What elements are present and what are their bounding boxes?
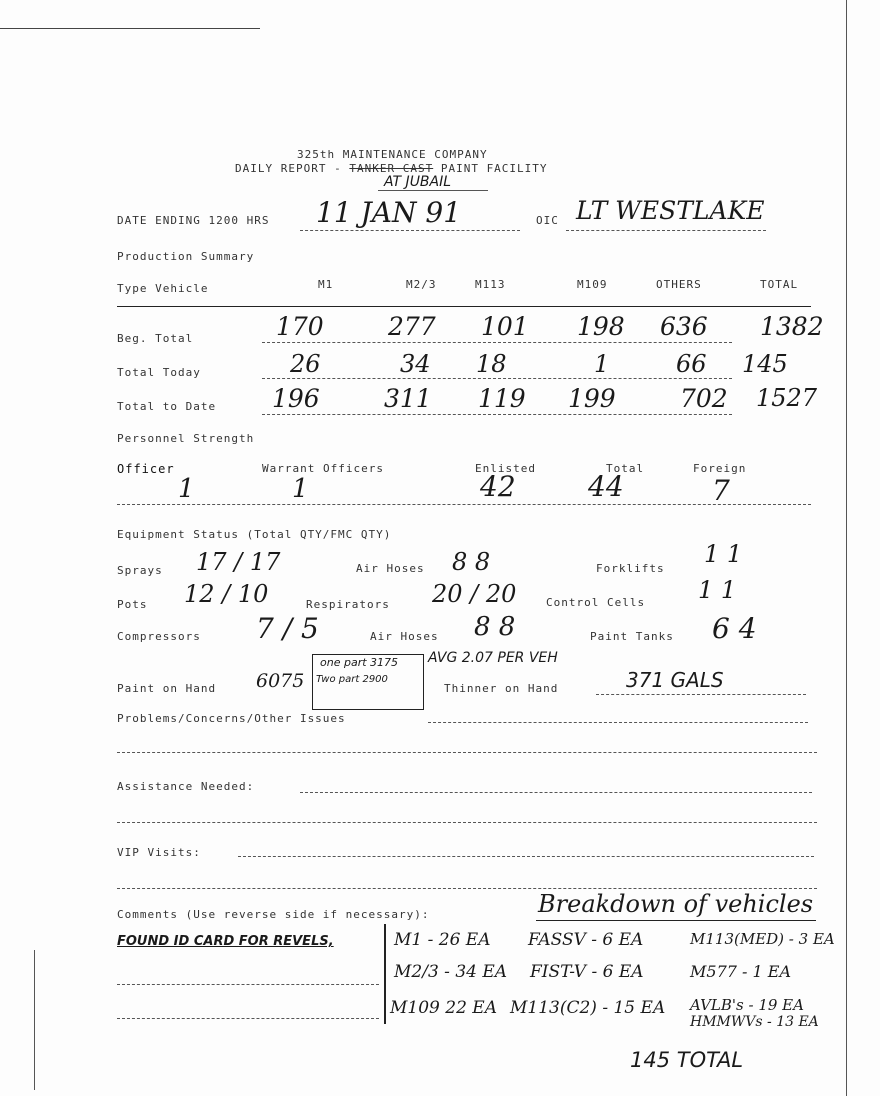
col-others: OTHERS — [656, 278, 702, 291]
equipment-section-label: Equipment Status (Total QTY/FMC QTY) — [117, 528, 392, 541]
equip-compressors-value: 7 / 5 — [256, 612, 319, 645]
row-total-to-date-label: Total to Date — [117, 400, 217, 413]
assistance-line-2 — [117, 822, 817, 823]
equip-pots-value: 12 / 10 — [184, 580, 269, 608]
today-m109: 1 — [594, 350, 610, 378]
beg-total-others: 636 — [660, 312, 708, 341]
assistance-label: Assistance Needed: — [117, 780, 255, 793]
equip-paint-tanks-label: Paint Tanks — [590, 630, 674, 643]
personnel-col-enlisted: Enlisted — [475, 462, 536, 475]
today-m113: 18 — [476, 350, 507, 378]
personnel-col-foreign: Foreign — [693, 462, 747, 475]
breakdown-r3-c3: AVLB's - 19 EA — [690, 996, 804, 1014]
beg-total-m109: 198 — [577, 312, 625, 341]
comments-total: 145 TOTAL — [630, 1048, 744, 1072]
oic-label: OIC — [536, 214, 559, 227]
today-m1: 26 — [290, 350, 321, 378]
breakdown-r2-c2: FIST-V - 6 EA — [530, 962, 644, 982]
equip-respirators-label: Respirators — [306, 598, 390, 611]
to-date-total: 1527 — [756, 384, 818, 412]
to-date-others: 702 — [680, 384, 728, 413]
today-m23: 34 — [400, 350, 431, 378]
personnel-officer-value: 1 — [178, 474, 195, 504]
beg-total-m113: 101 — [481, 312, 529, 341]
breakdown-extra: HMMWVs - 13 EA — [690, 1014, 819, 1030]
problems-label: Problems/Concerns/Other Issues — [117, 712, 346, 725]
report-title-prefix: DAILY REPORT - — [235, 162, 342, 175]
equip-air-hoses-value: 8 8 — [452, 548, 491, 576]
beg-total-total: 1382 — [760, 312, 824, 341]
comments-title-underline — [536, 920, 816, 921]
problems-line-2 — [117, 752, 817, 753]
vip-label: VIP Visits: — [117, 846, 201, 859]
thinner-underline — [596, 694, 806, 695]
equip-air-hoses-2-value: 8 8 — [474, 612, 516, 642]
comments-left-line-2 — [117, 1018, 379, 1019]
right-margin-line — [846, 0, 847, 1096]
personnel-total-value: 44 — [588, 470, 624, 503]
production-section-label: Production Summary — [117, 250, 255, 263]
equip-compressors-label: Compressors — [117, 630, 201, 643]
to-date-underline — [262, 414, 732, 415]
location-handwritten: AT JUBAIL — [384, 174, 452, 190]
problems-line-1 — [428, 722, 808, 723]
paint-value: 6075 — [256, 670, 305, 692]
oic-underline — [566, 230, 766, 231]
personnel-section-label: Personnel Strength — [117, 432, 255, 445]
assistance-line-1 — [300, 792, 812, 793]
left-margin-line — [34, 950, 35, 1090]
col-m1: M1 — [318, 278, 334, 291]
col-total: TOTAL — [760, 278, 799, 291]
breakdown-r3-c1: M109 22 EA — [390, 998, 497, 1018]
personnel-col-warrant: Warrant Officers — [262, 462, 384, 475]
paint-box-line2: Two part 2900 — [316, 674, 388, 685]
vip-line-2 — [117, 888, 817, 889]
date-underline — [300, 230, 520, 231]
thinner-label: Thinner on Hand — [444, 682, 559, 695]
vip-line-1 — [238, 856, 814, 857]
report-title-struck: TANKER CAST — [349, 162, 434, 175]
personnel-warrant-value: 1 — [292, 474, 309, 504]
paint-avg: AVG 2.07 PER VEH — [428, 650, 558, 666]
comments-left-line-1 — [117, 984, 379, 985]
personnel-col-officer: Officer — [117, 462, 175, 476]
breakdown-r1-c2: FASSV - 6 EA — [528, 930, 644, 950]
thinner-value: 371 GALS — [626, 668, 724, 692]
to-date-m23: 311 — [384, 384, 432, 413]
row-beg-total-label: Beg. Total — [117, 332, 194, 345]
col-m113: M113 — [475, 278, 506, 291]
beg-total-m23: 277 — [388, 312, 436, 341]
to-date-m113: 119 — [478, 384, 526, 413]
to-date-m1: 196 — [272, 384, 320, 413]
comments-label: Comments (Use reverse side if necessary): — [117, 908, 430, 921]
equip-forklifts-label: Forklifts — [596, 562, 665, 575]
equip-air-hoses-2-label: Air Hoses — [370, 630, 439, 643]
comments-left-note: FOUND ID CARD FOR REVELS, — [117, 934, 334, 949]
equip-paint-tanks-value: 6 4 — [712, 612, 757, 645]
equip-forklifts-value: 1 1 — [704, 540, 743, 568]
paint-label: Paint on Hand — [117, 682, 217, 695]
personnel-enlisted-value: 42 — [480, 470, 516, 503]
equip-control-cells-value: 1 1 — [698, 576, 737, 604]
today-others: 66 — [676, 350, 707, 378]
col-m109: M109 — [577, 278, 608, 291]
comments-handwritten-title: Breakdown of vehicles — [538, 890, 814, 918]
breakdown-r1-c1: M1 - 26 EA — [394, 930, 491, 950]
equip-sprays-label: Sprays — [117, 564, 163, 577]
personnel-foreign-value: 7 — [712, 474, 730, 507]
date-handwritten: 11 JAN 91 — [316, 196, 462, 229]
row-total-today-label: Total Today — [117, 366, 201, 379]
unit-name: 325th MAINTENANCE COMPANY — [297, 148, 488, 161]
date-label: DATE ENDING 1200 HRS — [117, 214, 270, 227]
equip-air-hoses-label: Air Hoses — [356, 562, 425, 575]
type-vehicle-label: Type Vehicle — [117, 282, 209, 295]
production-header-rule — [117, 306, 811, 307]
breakdown-r2-c1: M2/3 - 34 EA — [394, 962, 508, 982]
breakdown-r2-c3: M577 - 1 EA — [690, 962, 791, 981]
equip-control-cells-label: Control Cells — [546, 596, 646, 609]
beg-total-m1: 170 — [276, 312, 324, 341]
scan-edge-line — [0, 28, 260, 29]
report-title-suffix: PAINT FACILITY — [440, 162, 548, 175]
today-total: 145 — [742, 350, 788, 378]
location-underline — [378, 190, 488, 191]
breakdown-r1-c3: M113(MED) - 3 EA — [690, 930, 835, 948]
equip-respirators-value: 20 / 20 — [432, 580, 517, 608]
beg-total-underline — [262, 342, 732, 343]
personnel-col-total: Total — [606, 462, 645, 475]
equip-sprays-value: 17 / 17 — [196, 548, 281, 576]
to-date-m109: 199 — [568, 384, 616, 413]
col-m23: M2/3 — [406, 278, 437, 291]
paint-box-line1: one part 3175 — [320, 656, 399, 669]
equip-pots-label: Pots — [117, 598, 148, 611]
oic-handwritten: LT WESTLAKE — [576, 196, 765, 225]
breakdown-divider — [384, 924, 386, 1024]
breakdown-r3-c2: M113(C2) - 15 EA — [510, 998, 666, 1018]
personnel-underline — [117, 504, 811, 505]
today-underline — [262, 378, 732, 379]
